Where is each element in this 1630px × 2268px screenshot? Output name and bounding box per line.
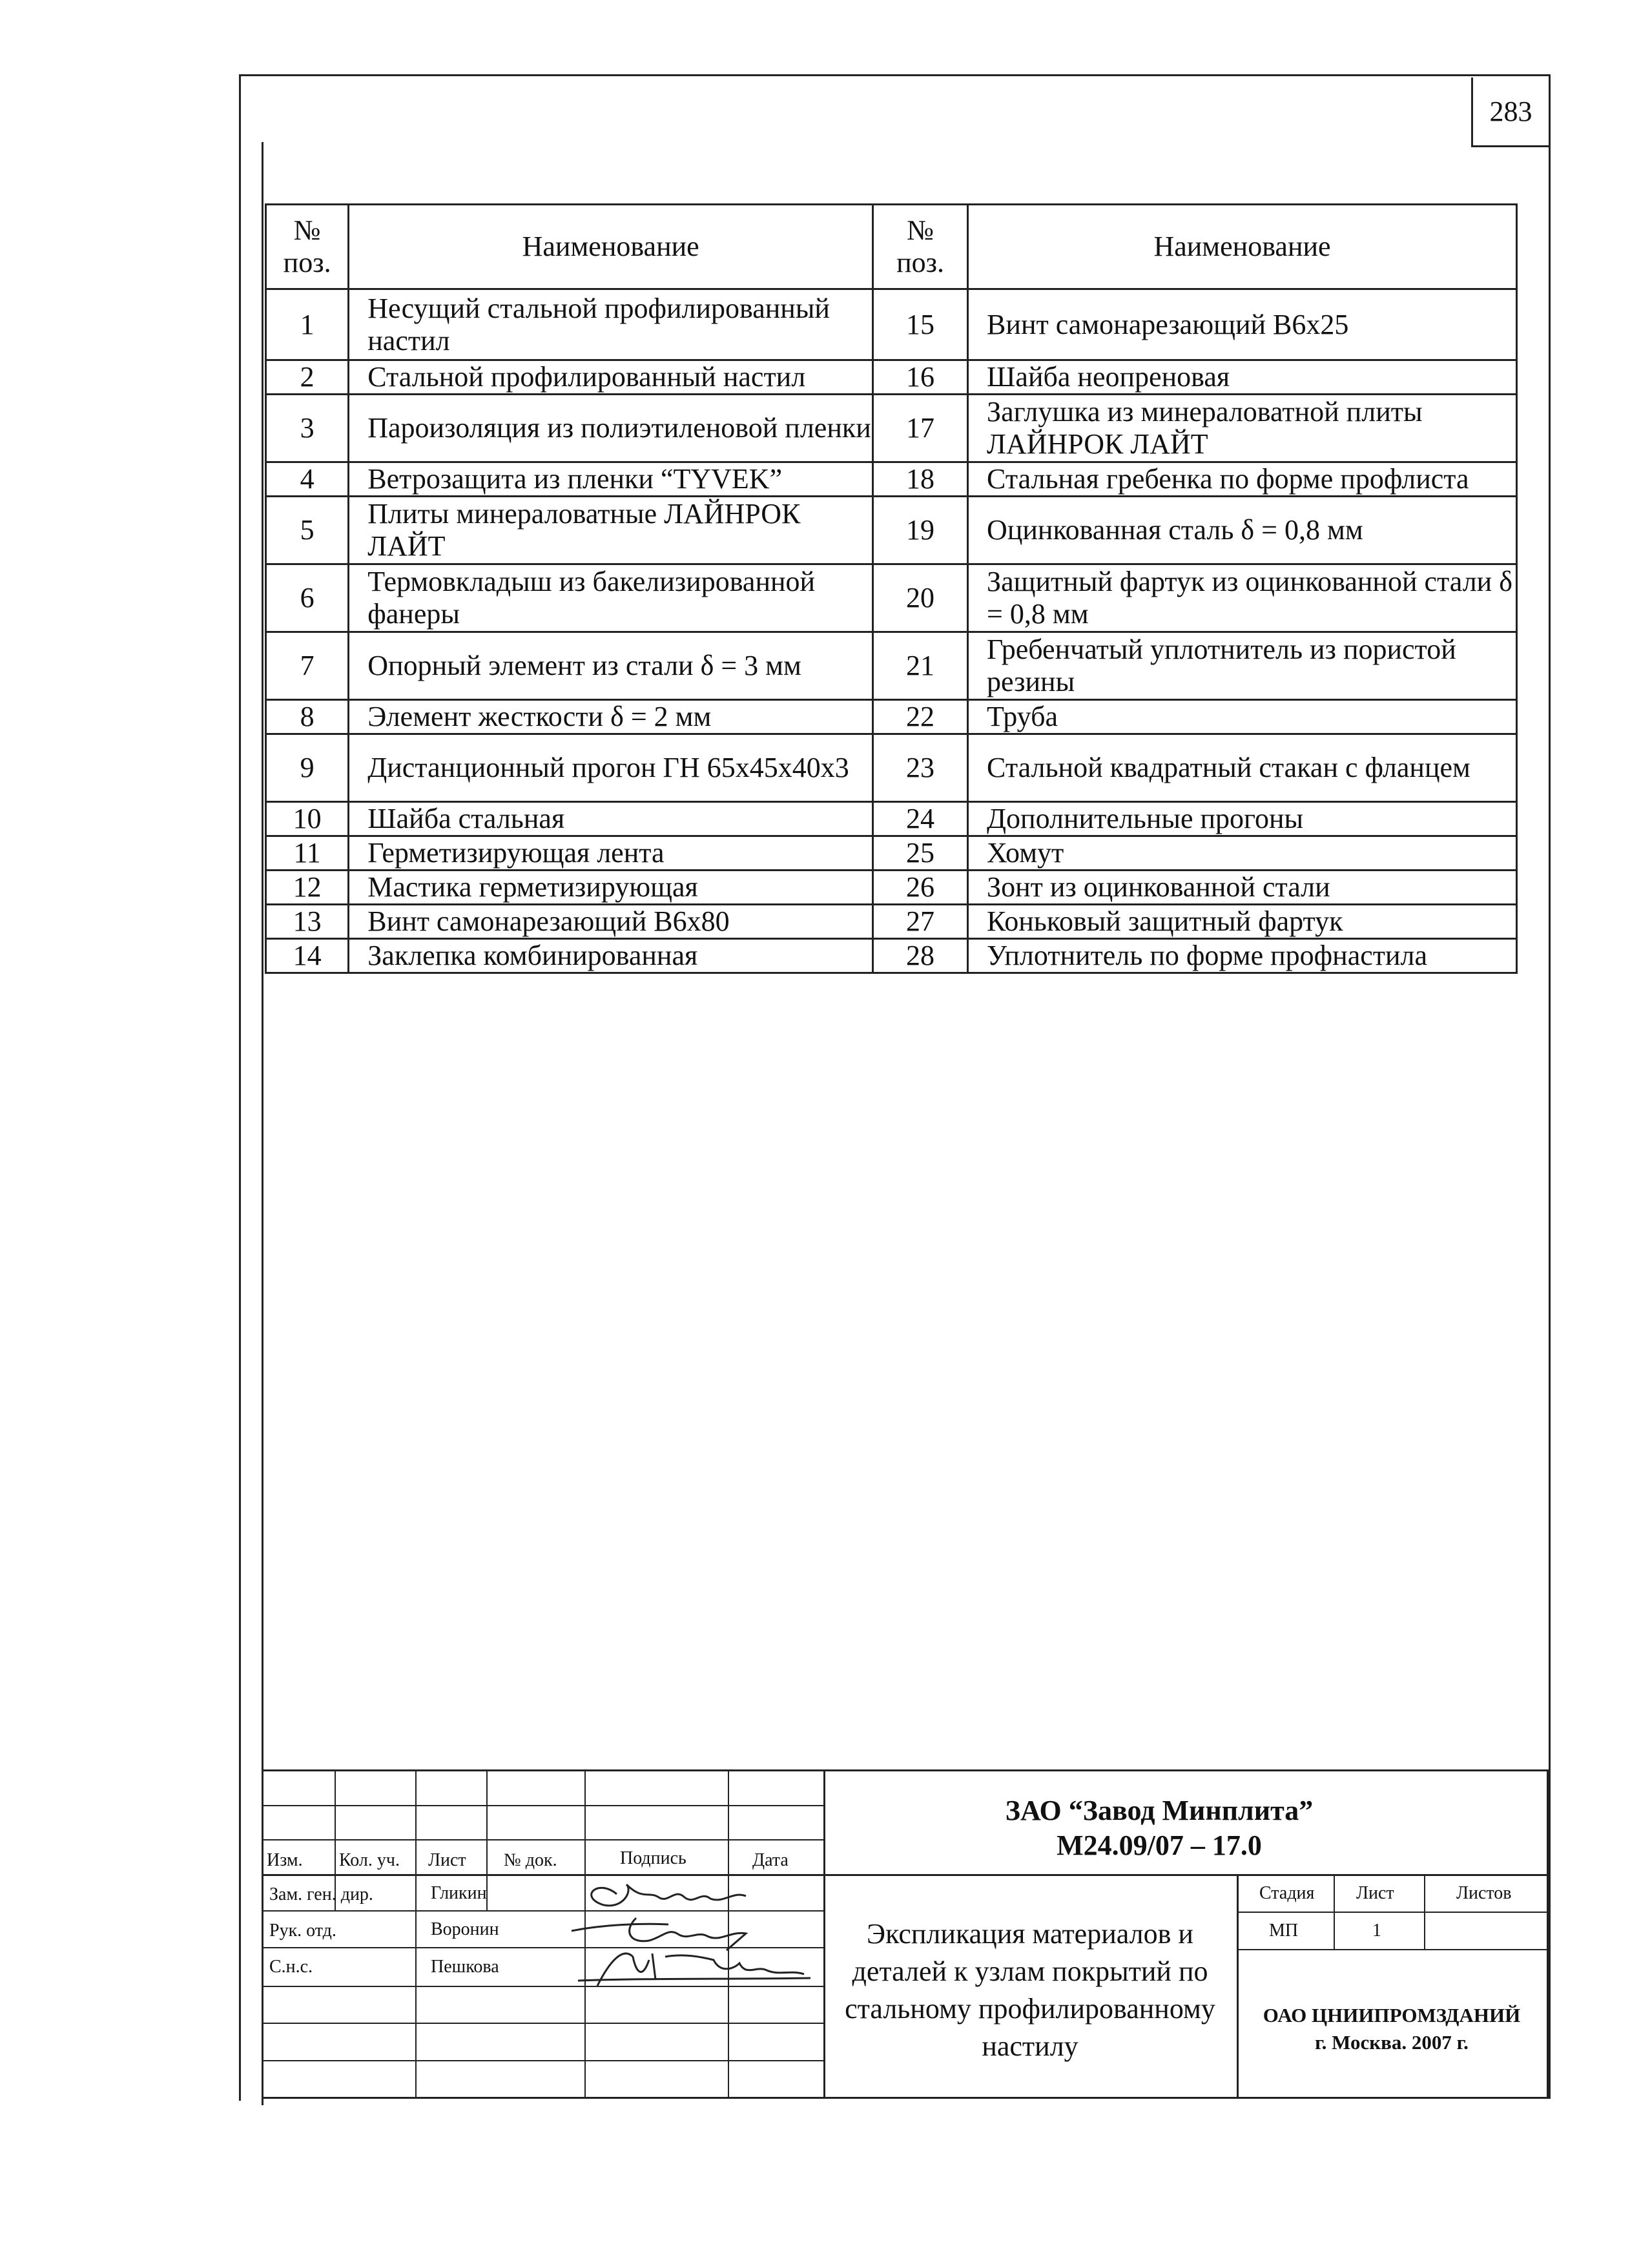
item-name-right: Труба [968,700,1517,734]
item-name-left: Дистанционный прогон ГН 65х45х40х3 [349,734,873,802]
item-name-right: Дополнительные прогоны [968,802,1517,836]
header-pos-label: № поз. [896,214,945,278]
position-number-right: 25 [873,836,968,871]
header-name-left: Наименование [349,205,873,289]
name-voronin: Воронин [431,1919,499,1939]
item-name-left: Термовкладыш из бакелизированной фанеры [349,564,873,632]
role-deputy-director: Зам. ген. дир. [269,1884,373,1904]
item-name-left: Винт самонарезающий В6х80 [349,905,873,939]
stamp-line [262,1839,823,1840]
item-name-left: Ветрозащита из пленки “TYVEK” [349,462,873,497]
page-number: 283 [1471,77,1549,147]
position-number-left: 5 [266,497,349,564]
header-name-right: Наименование [968,205,1517,289]
position-number-right: 18 [873,462,968,497]
header-pos-left [266,205,349,289]
col-label-izm: Изм. [267,1850,303,1870]
col-label-signature: Подпись [620,1848,686,1868]
position-number-right: 22 [873,700,968,734]
table-row [266,497,1517,564]
table-row [266,632,1517,700]
position-number-left: 10 [266,802,349,836]
item-name-right: Хомут [968,836,1517,871]
position-number-right: 17 [873,395,968,462]
position-number-left: 1 [266,289,349,360]
position-number-left: 4 [266,462,349,497]
position-number-left: 3 [266,395,349,462]
name-peshkova: Пешкова [431,1957,499,1977]
position-number-left: 11 [266,836,349,871]
organization-name: ЗАО “Завод Минплита” [1005,1795,1314,1826]
stamp-line [262,1874,1549,1876]
title-block [262,1769,1549,2099]
item-name-right: Шайба неопреновая [968,360,1517,395]
sheets-label: Листов [1456,1883,1512,1903]
position-number-right: 15 [873,289,968,360]
table-row [266,462,1517,497]
table-row [266,802,1517,836]
position-number-left: 2 [266,360,349,395]
position-number-right: 24 [873,802,968,836]
stamp-line [262,2097,1549,2099]
stage-value: МП [1269,1921,1299,1941]
sheet-frame-right-edge [1549,74,1551,2099]
stamp-line [1334,1874,1335,1949]
table-row [266,564,1517,632]
signature-peshkova [572,1941,817,1992]
position-number-right: 26 [873,871,968,905]
stamp-line [1424,1874,1425,1949]
document-title: Экспликация материалов и деталей к узлам покрытий по стальному профилированному настилу [845,1918,1215,2062]
position-number-left: 13 [266,905,349,939]
name-glikin: Гликин [431,1883,487,1903]
city-year: г. Москва. 2007 г. [1315,2031,1469,2054]
item-name-right: Уплотнитель по форме профнастила [968,939,1517,973]
item-name-left: Шайба стальная [349,802,873,836]
item-name-left: Плиты минераловатные ЛАЙНРОК ЛАЙТ [349,497,873,564]
stamp-line [1237,1949,1549,1950]
item-name-left: Несущий стальной профилированный настил [349,289,873,360]
col-label-doc-number: № док. [504,1850,557,1870]
item-name-left: Герметизирующая лента [349,836,873,871]
position-number-right: 21 [873,632,968,700]
item-name-right: Зонт из оцинкованной стали [968,871,1517,905]
institute-name: ОАО ЦНИИПРОМЗДАНИЙ [1263,2004,1521,2026]
position-number-right: 16 [873,360,968,395]
item-name-right: Винт самонарезающий В6х25 [968,289,1517,360]
role-head-of-department: Рук. отд. [269,1921,336,1941]
position-number-right: 27 [873,905,968,939]
table-row [266,734,1517,802]
sheet-label: Лист [1356,1883,1394,1903]
position-number-left: 12 [266,871,349,905]
stamp-line [415,1769,417,2099]
item-name-left: Элемент жесткости δ = 2 мм [349,700,873,734]
position-number-right: 28 [873,939,968,973]
stage-label: Стадия [1259,1883,1315,1903]
stamp-line [1237,1912,1549,1913]
stamp-line [262,1769,1549,1771]
item-name-right: Стальной квадратный стакан с фланцем [968,734,1517,802]
position-number-right: 20 [873,564,968,632]
item-name-left: Пароизоляция из полиэтиленовой пленки [349,395,873,462]
stamp-line [262,2060,823,2061]
item-name-left: Мастика герметизирующая [349,871,873,905]
document-code: М24.09/07 – 17.0 [1057,1830,1262,1861]
stamp-line [262,1805,823,1806]
table-row [266,395,1517,462]
col-label-date: Дата [752,1850,789,1870]
position-number-left: 14 [266,939,349,973]
position-number-left: 6 [266,564,349,632]
item-name-right: Оцинкованная сталь δ = 0,8 мм [968,497,1517,564]
position-number-left: 8 [266,700,349,734]
header-pos-label: № поз. [283,214,331,278]
position-number-right: 23 [873,734,968,802]
stamp-line [262,2023,823,2024]
position-number-left: 7 [266,632,349,700]
sheet-value: 1 [1372,1921,1381,1941]
stamp-line [262,1769,263,2099]
table-row [266,360,1517,395]
table-header-row [266,205,1517,289]
table-row [266,289,1517,360]
col-label-kol-uch: Кол. уч. [339,1850,400,1870]
role-senior-researcher: С.н.с. [269,1957,313,1977]
item-name-right: Гребенчатый уплотнитель из пористой резины [968,632,1517,700]
explication-table [265,203,1518,974]
table-row [266,871,1517,905]
item-name-left: Стальной профилированный настил [349,360,873,395]
item-name-right: Заглушка из минераловатной плиты ЛАЙНРОК ЛАЙТ [968,395,1517,462]
item-name-right: Защитный фартук из оцинкованной стали δ = 0,8 мм [968,564,1517,632]
table-row [266,836,1517,871]
header-pos-right [873,205,968,289]
item-name-left: Заклепка комбинированная [349,939,873,973]
stamp-line [1237,1874,1239,2099]
table-row [266,939,1517,973]
item-name-right: Коньковый защитный фартук [968,905,1517,939]
position-number-right: 19 [873,497,968,564]
position-number-left: 9 [266,734,349,802]
col-label-list: Лист [428,1850,466,1870]
item-name-right: Стальная гребенка по форме профлиста [968,462,1517,497]
table-row [266,905,1517,939]
item-name-left: Опорный элемент из стали δ = 3 мм [349,632,873,700]
table-row [266,700,1517,734]
